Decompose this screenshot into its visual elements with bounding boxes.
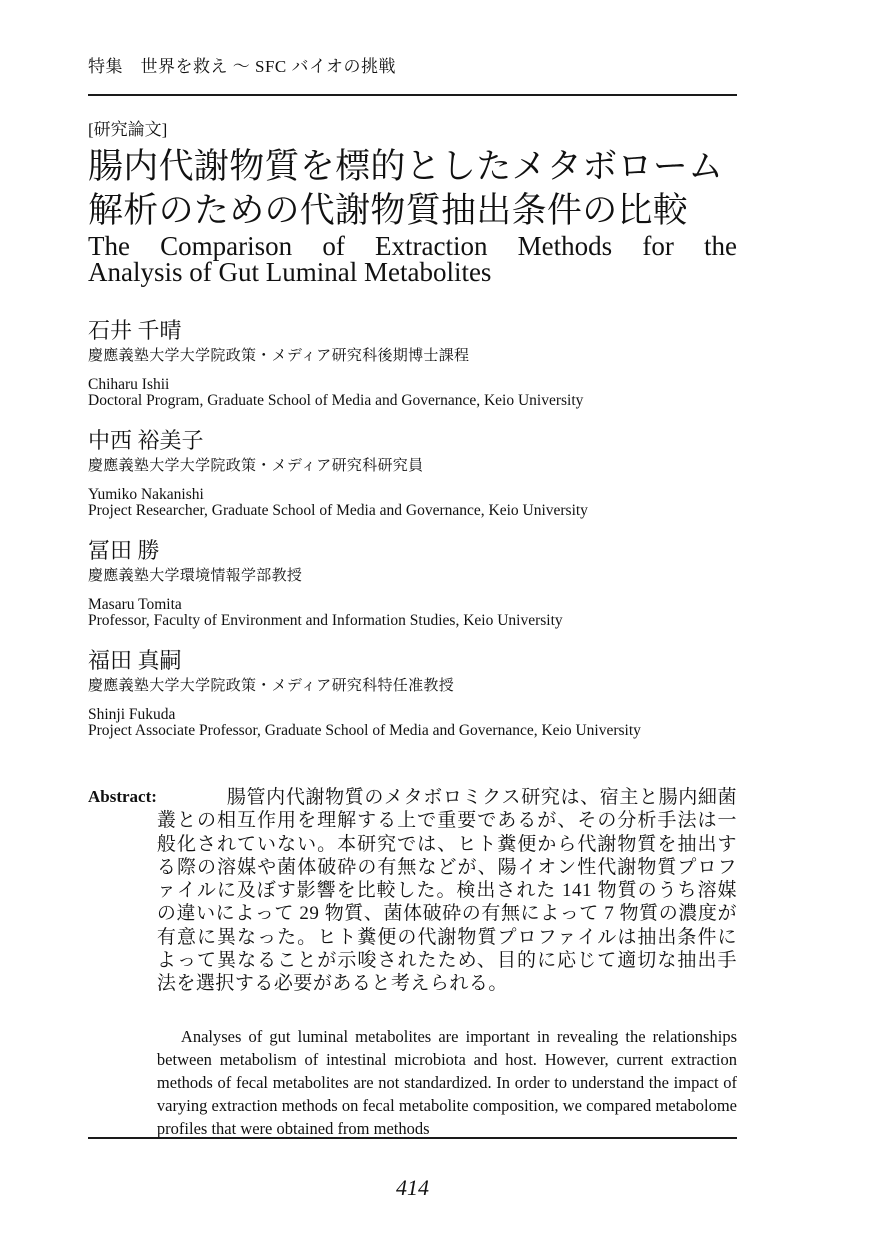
paper-title-japanese-line1: 腸内代謝物質を標的としたメタボローム [88,147,724,186]
author-affiliation-japanese: 慶應義塾大学環境情報学部教授 [88,568,303,584]
abstract-label: Abstract: [88,787,157,806]
author-affiliation-english: Project Researcher, Graduate School of Media and Governance, Keio University [88,502,588,519]
author-name-english: Masaru Tomita [88,596,182,613]
abstract-texts [157,786,737,1141]
paper-title-japanese-line2: 解析のための代謝物質抽出条件の比較 [88,191,689,230]
author-name-english: Yumiko Nakanishi [88,486,204,503]
author-name-japanese: 中西 裕美子 [88,428,204,453]
author-block [88,538,737,629]
abstract-text-japanese: 腸管内代謝物質のメタボロミクス研究は、宿主と腸内細菌叢との相互作用を理解する上で重要であるが、その分析手法は一般化されていない。本研究では、ヒト糞便から代謝物質を抽出する際の溶媒や菌体破砕の有無などが、陽イオン性代謝物質プロファイルに及ぼす影響を比較した。検出された 141 物質のうち溶媒の違いによって 29 物質、菌体破砕の有無によって 7 物質の濃度が有意に異なった。ヒト糞便の代謝物質プロファイルは抽出条件によって異なることが示唆されたため、目的に応じて適切な抽出手法を選択する必要があると考えられる。 [156,787,737,995]
paper-title-english-line2: Analysis of Gut Luminal Metabolites [88,257,492,287]
author-name-japanese: 福田 真嗣 [88,648,182,673]
paper-title-english-line1: The Comparison of Extraction Methods for the [88,231,737,261]
page-number: 414 [396,1175,429,1200]
abstract-section [88,786,737,1141]
author-block [88,428,737,519]
author-affiliation-english: Professor, Faculty of Environment and Information Studies, Keio University [88,612,563,629]
author-name-english: Chiharu Ishii [88,376,170,393]
author-name-english: Shinji Fukuda [88,706,176,723]
author-affiliation-english: Doctoral Program, Graduate School of Media and Governance, Keio University [88,392,584,409]
author-name-japanese: 冨田 勝 [88,538,160,563]
header-rule [88,94,737,96]
author-block [88,648,737,739]
author-block [88,318,737,409]
author-name-japanese: 石井 千晴 [88,318,182,343]
abstract-text-english: Analyses of gut luminal metabolites are important in revealing the relationships between metabolism of intestinal microbiota and host. However, current extraction methods of fecal metabolites are not standardized. In order to understand the impact of varying extraction methods on fecal metabolite composition, we compared metabolome profiles that were obtained from methods [156,1026,737,1139]
author-affiliation-japanese: 慶應義塾大学大学院政策・メディア研究科研究員 [88,458,424,474]
author-affiliation-english: Project Associate Professor, Graduate School of Media and Governance, Keio University [88,722,641,739]
journal-header: 特集 世界を救え ～ SFC バイオの挑戦 [88,57,396,76]
footer-rule [88,1137,737,1139]
author-affiliation-japanese: 慶應義塾大学大学院政策・メディア研究科後期博士課程 [88,348,470,364]
author-affiliation-japanese: 慶應義塾大学大学院政策・メディア研究科特任准教授 [88,678,455,694]
section-label: [研究論文] [88,120,168,139]
paper-title-english [88,233,737,285]
paper-title-japanese [88,145,737,233]
